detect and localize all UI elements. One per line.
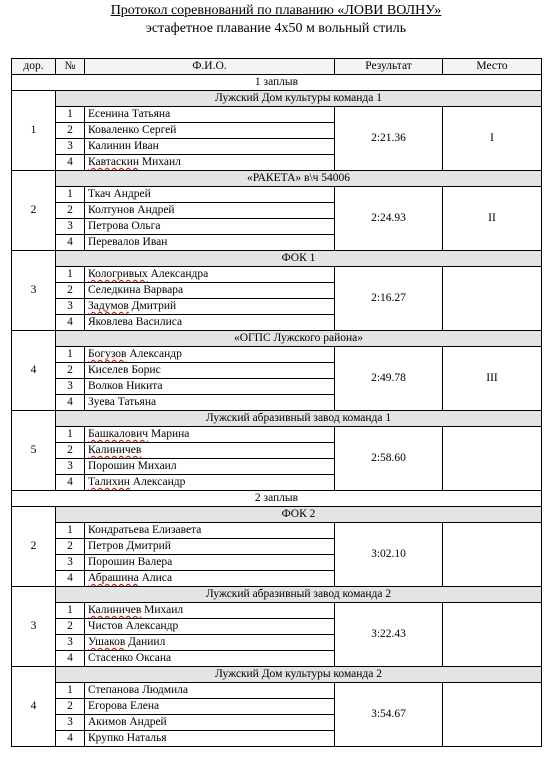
member-index: 1 bbox=[56, 347, 85, 363]
member-index: 2 bbox=[56, 539, 85, 555]
member-index: 2 bbox=[56, 123, 85, 139]
team-name: Лужский Дом культуры команда 1 bbox=[56, 91, 542, 107]
member-row bbox=[12, 603, 542, 619]
team-name: Лужский абразивный завод команда 2 bbox=[56, 587, 542, 603]
result-time: 2:58.60 bbox=[335, 427, 443, 491]
member-surname: Башкалович bbox=[88, 428, 149, 440]
lane-number: 2 bbox=[12, 507, 56, 587]
place: I bbox=[443, 107, 542, 171]
member-surname: Калиничев bbox=[88, 604, 142, 616]
member-name: Селедкина Варвара bbox=[85, 283, 335, 299]
member-index: 3 bbox=[56, 379, 85, 395]
team-name: ФОК 1 bbox=[56, 251, 542, 267]
member-index: 4 bbox=[56, 475, 85, 491]
heat-row bbox=[12, 75, 542, 91]
place bbox=[443, 683, 542, 747]
lane-number: 3 bbox=[12, 251, 56, 331]
member-surname: Калиничев bbox=[88, 444, 142, 456]
team-name: «ОГПС Лужского района» bbox=[56, 331, 542, 347]
member-surname: Кологривых bbox=[88, 268, 148, 280]
member-row bbox=[12, 107, 542, 123]
team-name: ФОК 2 bbox=[56, 507, 542, 523]
header-row bbox=[12, 59, 542, 75]
member-name: Кондратьева Елизавета bbox=[85, 523, 335, 539]
member-index: 4 bbox=[56, 395, 85, 411]
lane-number: 4 bbox=[12, 667, 56, 747]
member-name: Абрашина Алиса bbox=[85, 571, 335, 587]
member-index: 3 bbox=[56, 555, 85, 571]
member-name: Задумов Дмитрий bbox=[85, 299, 335, 315]
member-name: Порошин Валера bbox=[85, 555, 335, 571]
member-index: 2 bbox=[56, 203, 85, 219]
lane-number: 2 bbox=[12, 171, 56, 251]
title-line-2: эстафетное плавание 4х50 м вольный стиль bbox=[145, 21, 407, 36]
result-time: 2:21.36 bbox=[335, 107, 443, 171]
document-title bbox=[0, 2, 552, 38]
header-name: Ф.И.О. bbox=[85, 59, 335, 75]
member-index: 1 bbox=[56, 523, 85, 539]
place: III bbox=[443, 347, 542, 411]
member-row bbox=[12, 523, 542, 539]
member-index: 3 bbox=[56, 715, 85, 731]
member-index: 4 bbox=[56, 315, 85, 331]
member-index: 1 bbox=[56, 187, 85, 203]
lane-number: 5 bbox=[12, 411, 56, 491]
member-name: Коваленко Сергей bbox=[85, 123, 335, 139]
lane-number: 4 bbox=[12, 331, 56, 411]
member-row bbox=[12, 347, 542, 363]
member-row bbox=[12, 187, 542, 203]
member-row bbox=[12, 683, 542, 699]
result-time: 3:22.43 bbox=[335, 603, 443, 667]
heat-label: 1 заплыв bbox=[12, 75, 542, 91]
result-time: 2:16.27 bbox=[335, 267, 443, 331]
team-row bbox=[12, 91, 542, 107]
member-index: 3 bbox=[56, 459, 85, 475]
member-name: Чистов Александр bbox=[85, 619, 335, 635]
member-index: 1 bbox=[56, 603, 85, 619]
member-index: 2 bbox=[56, 363, 85, 379]
team-name: «РАКЕТА» в\ч 54006 bbox=[56, 171, 542, 187]
member-index: 3 bbox=[56, 219, 85, 235]
team-row bbox=[12, 667, 542, 683]
member-surname: Ушаков bbox=[88, 636, 126, 648]
member-index: 3 bbox=[56, 635, 85, 651]
team-row bbox=[12, 411, 542, 427]
team-row bbox=[12, 331, 542, 347]
member-name: Яковлева Василиса bbox=[85, 315, 335, 331]
member-name: Петров Дмитрий bbox=[85, 539, 335, 555]
place bbox=[443, 523, 542, 587]
member-name: Волков Никита bbox=[85, 379, 335, 395]
team-row bbox=[12, 587, 542, 603]
lane-number: 3 bbox=[12, 587, 56, 667]
member-index: 3 bbox=[56, 299, 85, 315]
member-name: Кологривых Александра bbox=[85, 267, 335, 283]
member-surname: Талихин bbox=[88, 476, 130, 488]
member-name: Акимов Андрей bbox=[85, 715, 335, 731]
member-name: Калиничев Михаил bbox=[85, 603, 335, 619]
lane-number: 1 bbox=[12, 91, 56, 171]
team-row bbox=[12, 251, 542, 267]
member-index: 4 bbox=[56, 651, 85, 667]
header-place: Место bbox=[443, 59, 542, 75]
member-index: 4 bbox=[56, 571, 85, 587]
team-row bbox=[12, 171, 542, 187]
header-lane: дор. bbox=[12, 59, 56, 75]
member-index: 4 bbox=[56, 155, 85, 171]
team-name: Лужский Дом культуры команда 2 bbox=[56, 667, 542, 683]
member-row bbox=[12, 427, 542, 443]
place bbox=[443, 427, 542, 491]
result-time: 3:02.10 bbox=[335, 523, 443, 587]
heat-row bbox=[12, 491, 542, 507]
member-index: 2 bbox=[56, 699, 85, 715]
header-result: Результат bbox=[335, 59, 443, 75]
member-index: 4 bbox=[56, 731, 85, 747]
place: II bbox=[443, 187, 542, 251]
place bbox=[443, 603, 542, 667]
member-index: 2 bbox=[56, 443, 85, 459]
member-surname: Богузов bbox=[88, 348, 127, 360]
result-time: 2:49.78 bbox=[335, 347, 443, 411]
member-name: Ушаков Даниил bbox=[85, 635, 335, 651]
member-index: 1 bbox=[56, 427, 85, 443]
member-name: Талихин Александр bbox=[85, 475, 335, 491]
member-index: 2 bbox=[56, 619, 85, 635]
results-table bbox=[11, 58, 542, 747]
member-index: 4 bbox=[56, 235, 85, 251]
member-name: Калинин Иван bbox=[85, 139, 335, 155]
member-name bbox=[85, 443, 335, 459]
member-surname: Кавтаскин bbox=[88, 156, 140, 168]
member-index: 1 bbox=[56, 107, 85, 123]
title-line-1: Протокол соревнований по плаванию «ЛОВИ ВОЛНУ» bbox=[110, 3, 442, 18]
member-surname: Абрашина bbox=[88, 572, 139, 584]
member-index: 1 bbox=[56, 683, 85, 699]
header-number: № bbox=[56, 59, 85, 75]
member-name: Перевалов Иван bbox=[85, 235, 335, 251]
member-name: Стасенко Оксана bbox=[85, 651, 335, 667]
member-surname: Задумов bbox=[88, 300, 129, 312]
member-name: Егорова Елена bbox=[85, 699, 335, 715]
member-name: Крупко Наталья bbox=[85, 731, 335, 747]
results-body bbox=[12, 75, 542, 747]
member-name: Богузов Александр bbox=[85, 347, 335, 363]
team-row bbox=[12, 507, 542, 523]
member-name: Петрова Ольга bbox=[85, 219, 335, 235]
member-index: 3 bbox=[56, 139, 85, 155]
place bbox=[443, 267, 542, 331]
member-name: Степанова Людмила bbox=[85, 683, 335, 699]
result-time: 3:54.67 bbox=[335, 683, 443, 747]
result-time: 2:24.93 bbox=[335, 187, 443, 251]
member-index: 1 bbox=[56, 267, 85, 283]
member-row bbox=[12, 267, 542, 283]
heat-label: 2 заплыв bbox=[12, 491, 542, 507]
member-name: Башкалович Марина bbox=[85, 427, 335, 443]
member-name: Киселев Борис bbox=[85, 363, 335, 379]
member-name: Порошин Михаил bbox=[85, 459, 335, 475]
member-name: Колтунов Андрей bbox=[85, 203, 335, 219]
member-name: Есенина Татьяна bbox=[85, 107, 335, 123]
member-name: Ткач Андрей bbox=[85, 187, 335, 203]
member-name: Кавтаскин Михаил bbox=[85, 155, 335, 171]
member-index: 2 bbox=[56, 283, 85, 299]
team-name: Лужский абразивный завод команда 1 bbox=[56, 411, 542, 427]
member-name: Зуева Татьяна bbox=[85, 395, 335, 411]
